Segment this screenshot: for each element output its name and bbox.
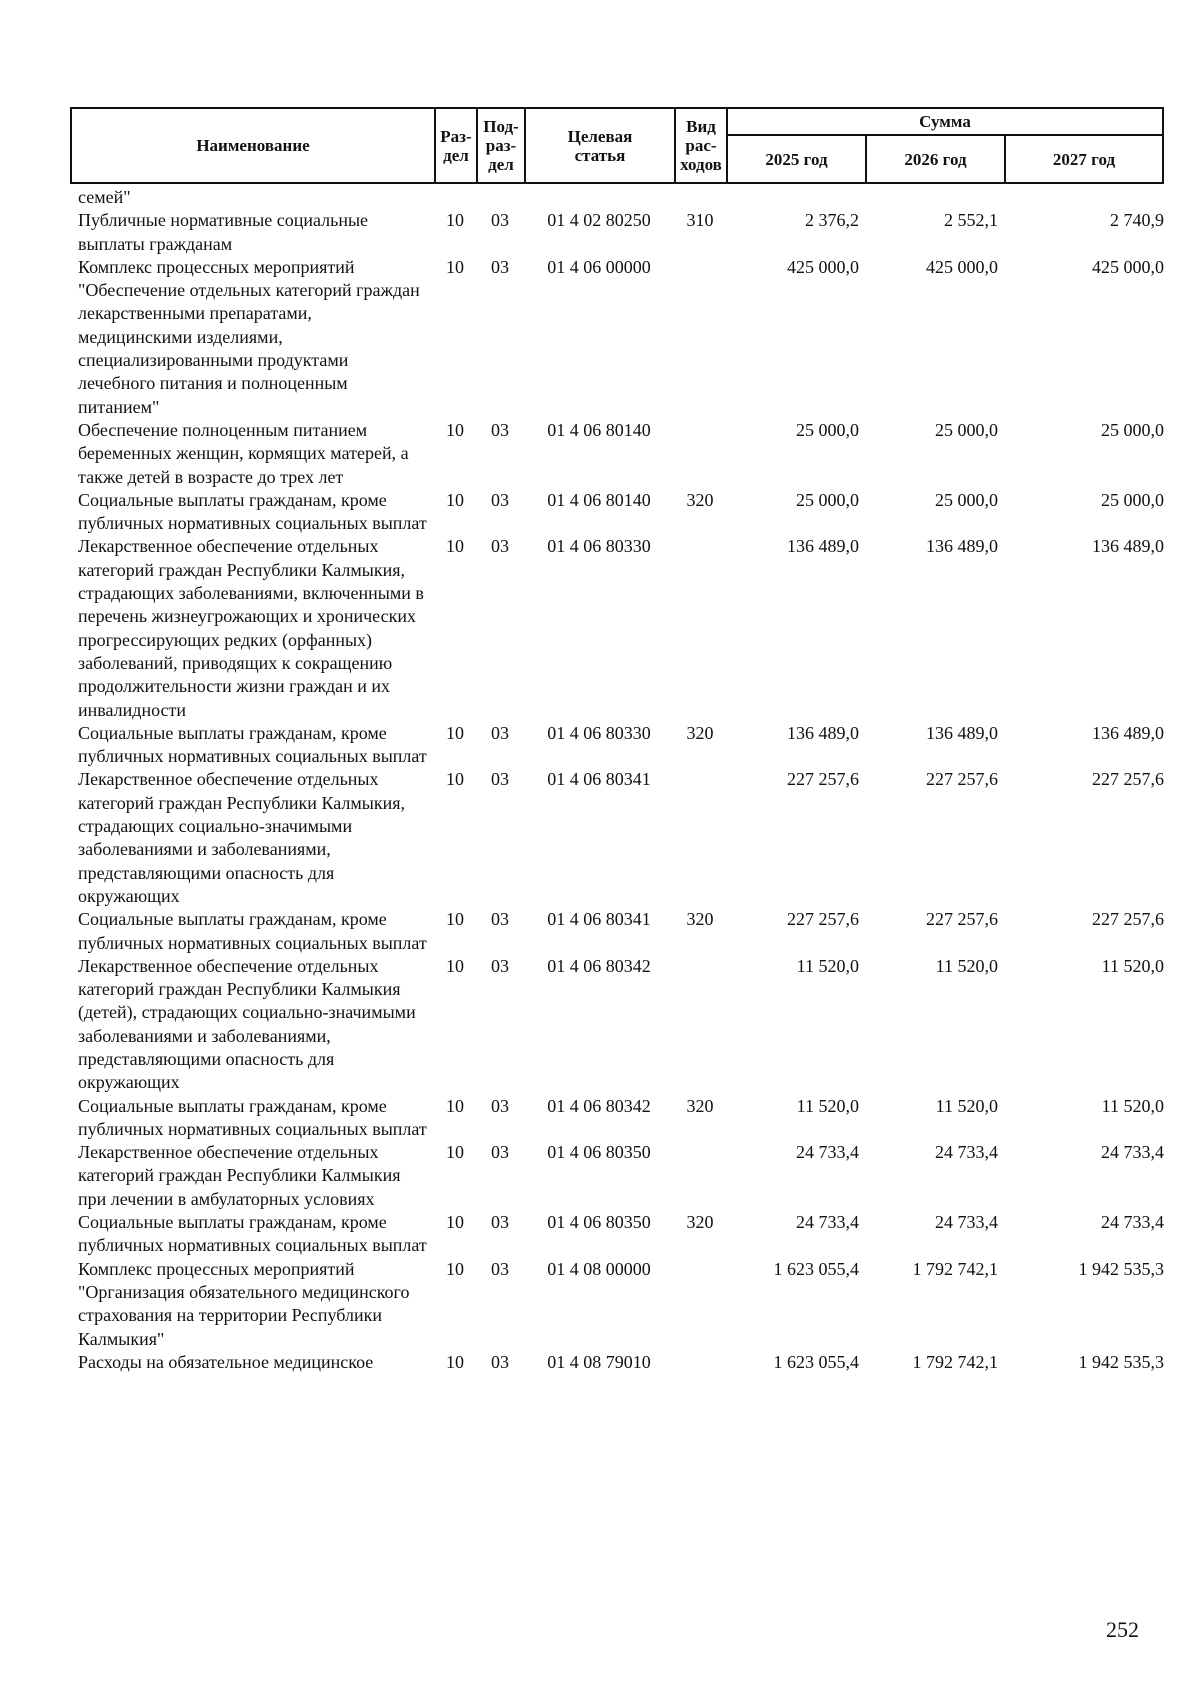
row-sum-2027: 25 000,0 <box>1101 489 1164 510</box>
row-sum-2026: 2 552,1 <box>944 210 998 231</box>
row-podrazdel: 03 <box>491 1142 509 1163</box>
row-name: Обеспечение полноценным питанием беременных женщин, кормящих матерей, а также детей в возрасте до трех лет <box>78 419 409 487</box>
row-vid <box>674 256 726 419</box>
table-row <box>78 209 1170 256</box>
table-row <box>78 1351 1170 1374</box>
row-razdel: 10 <box>446 1142 464 1163</box>
row-target: 01 4 06 80140 <box>547 419 651 440</box>
row-razdel: 10 <box>446 210 464 231</box>
row-sum-2025: 11 520,0 <box>796 1095 859 1116</box>
row-name: Расходы на обязательное медицинское <box>78 1351 374 1372</box>
row-sum-2025: 227 257,6 <box>787 909 859 930</box>
row-sum-2027: 227 257,6 <box>1092 909 1164 930</box>
row-sum-2027: 136 489,0 <box>1092 722 1164 743</box>
row-target: 01 4 06 80342 <box>547 1095 651 1116</box>
table-row <box>78 908 1170 955</box>
row-sum-2027: 1 942 535,3 <box>1078 1258 1164 1279</box>
table-row <box>78 955 1170 1095</box>
row-razdel: 10 <box>446 536 464 557</box>
row-razdel: 10 <box>446 955 464 976</box>
row-name: семей" <box>78 187 131 207</box>
row-name: Социальные выплаты гражданам, кроме публичных нормативных социальных выплат <box>78 1095 427 1139</box>
row-vid: 320 <box>686 1095 714 1116</box>
row-podrazdel: 03 <box>491 210 509 231</box>
row-sum-2027: 24 733,4 <box>1101 1142 1164 1163</box>
row-podrazdel <box>476 186 524 209</box>
row-vid <box>674 535 726 721</box>
row-sum-2026: 1 792 742,1 <box>912 1351 998 1372</box>
row-name: Социальные выплаты гражданам, кроме публичных нормативных социальных выплат <box>78 909 427 953</box>
row-podrazdel: 03 <box>491 1258 509 1279</box>
row-sum-2026: 1 792 742,1 <box>912 1258 998 1279</box>
row-vid <box>674 768 726 908</box>
row-target: 01 4 06 80341 <box>547 909 651 930</box>
row-target: 01 4 06 80350 <box>547 1212 651 1233</box>
row-vid <box>674 186 726 209</box>
row-sum-2026: 136 489,0 <box>926 536 998 557</box>
row-name: Лекарственное обеспечение отдельных категорий граждан Республики Калмыкия, страдающих заболеваниями, включенными в перечень жизнеугрожающих и хронических прогрессирующих редких (орфанных) заболеваний, приводящих к сокращению продолжительности жизни граждан и их инвалидности <box>78 536 424 720</box>
row-vid: 310 <box>686 210 714 231</box>
table-row <box>78 1258 1170 1351</box>
row-sum-2027: 24 733,4 <box>1101 1212 1164 1233</box>
row-sum-2025: 136 489,0 <box>787 536 859 557</box>
row-razdel: 10 <box>446 1351 464 1372</box>
row-razdel: 10 <box>446 909 464 930</box>
row-sum-2027: 1 942 535,3 <box>1078 1351 1164 1372</box>
row-name: Социальные выплаты гражданам, кроме публичных нормативных социальных выплат <box>78 722 427 767</box>
header-sum: Сумма <box>727 108 1163 135</box>
row-sum-2026: 11 520,0 <box>935 1095 998 1116</box>
row-sum-2025: 1 623 055,4 <box>773 1351 859 1372</box>
row-podrazdel: 03 <box>491 955 509 976</box>
row-target: 01 4 06 80330 <box>547 722 651 743</box>
table-row <box>78 768 1170 908</box>
row-sum-2026: 136 489,0 <box>926 722 998 743</box>
row-sum-2026: 24 733,4 <box>935 1212 998 1233</box>
row-podrazdel: 03 <box>491 769 509 790</box>
row-target: 01 4 06 80330 <box>547 536 651 557</box>
row-sum-2025: 24 733,4 <box>796 1212 859 1233</box>
budget-table <box>78 186 1170 1374</box>
row-razdel: 10 <box>446 1212 464 1233</box>
row-sum-2025: 136 489,0 <box>787 722 859 743</box>
table-row <box>78 419 1170 489</box>
row-target: 01 4 08 00000 <box>547 1258 651 1279</box>
row-name: Лекарственное обеспечение отдельных категорий граждан Республики Калмыкия при лечении в амбулаторных условиях <box>78 1142 401 1209</box>
row-razdel: 10 <box>446 722 464 743</box>
row-razdel: 10 <box>446 1258 464 1279</box>
header-2027: 2027 год <box>1005 135 1163 183</box>
row-target: 01 4 06 00000 <box>547 256 651 277</box>
row-sum-2026: 24 733,4 <box>935 1142 998 1163</box>
row-sum-2025: 425 000,0 <box>787 256 859 277</box>
row-sum-2025: 25 000,0 <box>796 419 859 440</box>
row-sum-2026: 25 000,0 <box>935 419 998 440</box>
row-name: Лекарственное обеспечение отдельных категорий граждан Республики Калмыкия, страдающих социально-значимыми заболеваниями и заболеваниями, представляющими опасность для окружающих <box>78 769 405 906</box>
row-target: 01 4 06 80341 <box>547 769 651 790</box>
row-sum-2025: 24 733,4 <box>796 1142 859 1163</box>
row-podrazdel: 03 <box>491 1095 509 1116</box>
table-row <box>78 256 1170 419</box>
row-vid <box>674 419 726 489</box>
header-name: Наименование <box>71 108 435 183</box>
row-razdel: 10 <box>446 489 464 510</box>
row-podrazdel: 03 <box>491 419 509 440</box>
header-vid: Вид рас- ходов <box>675 108 727 183</box>
row-target: 01 4 02 80250 <box>547 210 651 231</box>
row-sum-2027: 227 257,6 <box>1092 769 1164 790</box>
row-razdel: 10 <box>446 419 464 440</box>
row-sum-2025: 2 376,2 <box>805 210 859 231</box>
row-razdel: 10 <box>446 769 464 790</box>
row-sum-2025 <box>726 186 865 209</box>
row-vid: 320 <box>686 1212 714 1233</box>
table-row <box>78 1141 1170 1211</box>
row-podrazdel: 03 <box>491 1212 509 1233</box>
row-name: Социальные выплаты гражданам, кроме публичных нормативных социальных выплат <box>78 1212 427 1256</box>
row-razdel: 10 <box>446 256 464 277</box>
header-2026: 2026 год <box>866 135 1005 183</box>
row-target: 01 4 08 79010 <box>547 1351 651 1372</box>
row-podrazdel: 03 <box>491 909 509 930</box>
table-row <box>78 1095 1170 1142</box>
row-target <box>524 186 674 209</box>
row-razdel: 10 <box>446 1095 464 1116</box>
row-vid <box>674 955 726 1095</box>
row-sum-2026: 25 000,0 <box>935 489 998 510</box>
row-podrazdel: 03 <box>491 536 509 557</box>
row-sum-2026 <box>865 186 1004 209</box>
row-name: Комплекс процессных мероприятий "Обеспечение отдельных категорий граждан лекарственными препаратами, медицинскими изделиями, специализированными продуктами лечебного питания и полноценным питанием" <box>78 256 420 417</box>
row-sum-2027: 136 489,0 <box>1092 536 1164 557</box>
header-podrazdel: Под- раз- дел <box>477 108 525 183</box>
row-vid <box>674 1141 726 1211</box>
row-target: 01 4 06 80140 <box>547 489 651 510</box>
row-target: 01 4 06 80342 <box>547 955 651 976</box>
row-vid: 320 <box>686 722 714 743</box>
row-sum-2026: 11 520,0 <box>935 955 998 976</box>
row-vid <box>674 1258 726 1351</box>
row-name: Социальные выплаты гражданам, кроме публичных нормативных социальных выплат <box>78 489 427 534</box>
row-podrazdel: 03 <box>491 1351 509 1372</box>
table-row <box>78 489 1170 536</box>
row-target: 01 4 06 80350 <box>547 1142 651 1163</box>
row-name: Лекарственное обеспечение отдельных категорий граждан Республики Калмыкия (детей), страдающих социально-значимыми заболеваниями и заболеваниями, представляющими опасность для окружающих <box>78 955 416 1093</box>
row-sum-2026: 227 257,6 <box>926 769 998 790</box>
table-body <box>78 186 1170 1374</box>
row-sum-2027 <box>1004 186 1170 209</box>
row-vid: 320 <box>686 909 714 930</box>
row-sum-2027: 2 740,9 <box>1110 210 1164 231</box>
table-row <box>78 1211 1170 1258</box>
row-sum-2025: 227 257,6 <box>787 769 859 790</box>
row-podrazdel: 03 <box>491 489 509 510</box>
header-razdel: Раз- дел <box>435 108 477 183</box>
row-razdel <box>434 186 476 209</box>
page-number: 252 <box>1106 1617 1139 1642</box>
table-row <box>78 186 1170 209</box>
row-sum-2025: 25 000,0 <box>796 489 859 510</box>
table-row <box>78 722 1170 769</box>
row-sum-2026: 227 257,6 <box>926 909 998 930</box>
header-target: Целевая статья <box>525 108 675 183</box>
table-header <box>70 107 1164 184</box>
row-vid <box>674 1351 726 1374</box>
row-sum-2026: 425 000,0 <box>926 256 998 277</box>
row-sum-2027: 425 000,0 <box>1092 256 1164 277</box>
row-sum-2027: 25 000,0 <box>1101 419 1164 440</box>
row-sum-2025: 11 520,0 <box>796 955 859 976</box>
row-vid: 320 <box>686 489 714 510</box>
row-sum-2027: 11 520,0 <box>1101 1095 1164 1116</box>
row-podrazdel: 03 <box>491 256 509 277</box>
row-name: Комплекс процессных мероприятий "Организация обязательного медицинского страхования на территории Республики Калмыкия" <box>78 1258 410 1349</box>
table-row <box>78 535 1170 721</box>
row-name: Публичные нормативные социальные выплаты гражданам <box>78 210 369 254</box>
row-sum-2025: 1 623 055,4 <box>773 1258 859 1279</box>
row-sum-2027: 11 520,0 <box>1101 955 1164 976</box>
header-2025: 2025 год <box>727 135 866 183</box>
row-podrazdel: 03 <box>491 722 509 743</box>
